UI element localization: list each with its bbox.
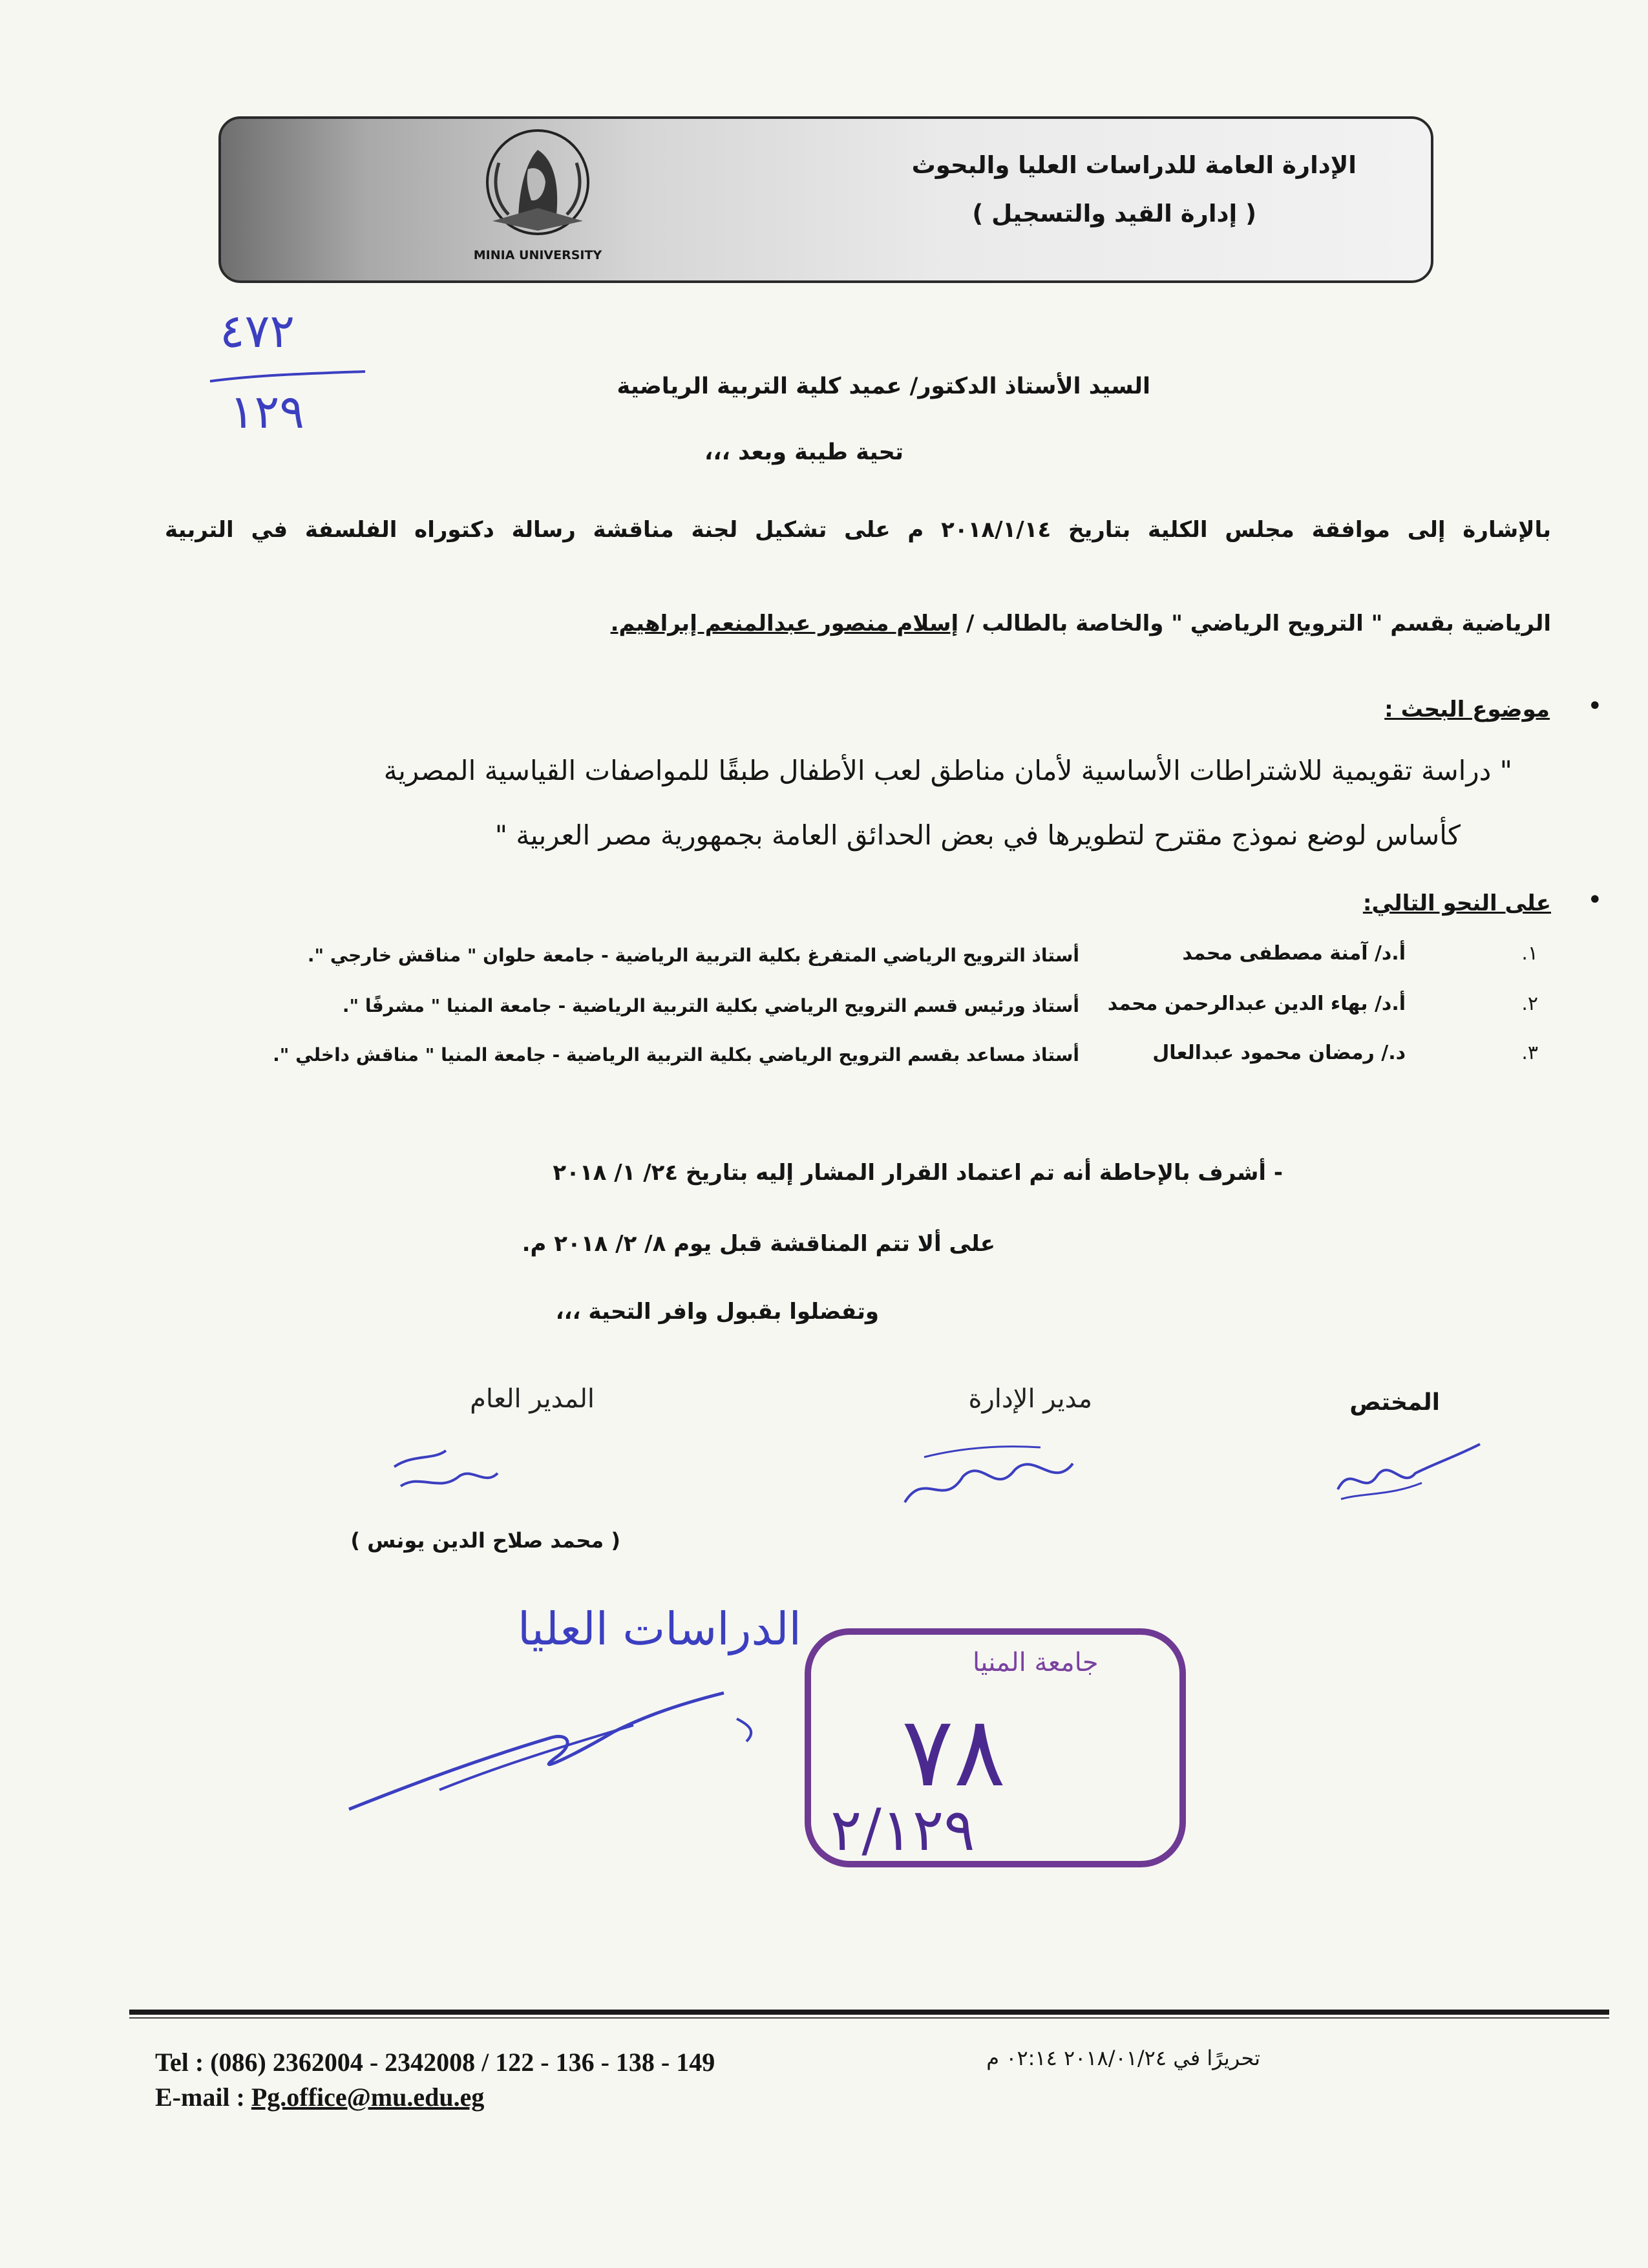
footer-email-row <box>155 2082 484 2112</box>
footer-divider <box>129 2010 1609 2015</box>
committee-member-name: د./ رمضان محمود عبدالعال <box>1152 1042 1406 1064</box>
bullet-icon: • <box>1587 691 1603 721</box>
committee-number: ١. <box>1521 942 1538 965</box>
department-title: الإدارة العامة للدراسات العليا والبحوث <box>911 151 1357 179</box>
student-name: إسلام منصور عبدالمنعم إبراهيم. <box>610 611 959 636</box>
topic-label: موضوع البحث : <box>1384 697 1550 722</box>
large-signature-icon <box>336 1680 788 1835</box>
signature-scribble-icon <box>388 1441 504 1506</box>
signature-scribble-icon <box>885 1431 1079 1522</box>
letterhead-box <box>218 116 1433 283</box>
bullet-icon: • <box>1587 885 1603 915</box>
paragraph-reference: بالإشارة إلى موافقة مجلس الكلية بتاريخ ٢٠١٨/١/١٤ م على تشكيل لجنة مناقشة رسالة دكتوراه الفلسفة في التربية <box>165 517 1552 543</box>
paragraph-student-prefix: الرياضية بقسم " الترويح الرياضي " والخاصة بالطالب / <box>966 611 1551 636</box>
committee-number: ٢. <box>1521 992 1538 1015</box>
paragraph-student <box>611 611 1551 636</box>
signature-title-manager: مدير الإدارة <box>968 1384 1092 1414</box>
logo-emblem-icon <box>473 124 602 247</box>
committee-member-name: أ.د/ بهاء الدين عبدالرحمن محمد <box>1107 992 1406 1015</box>
handwritten-note: الدراسات العليا <box>517 1602 801 1655</box>
discussion-date-notice: على ألا تتم المناقشة قبل يوم ٨/ ٢/ ٢٠١٨ م. <box>522 1231 995 1257</box>
stamp-number: ٧٨ <box>902 1696 1006 1809</box>
committee-number: ٣. <box>1521 1042 1538 1064</box>
footer-divider-thin <box>129 2017 1609 2019</box>
signature-scribble-icon <box>1325 1438 1486 1509</box>
closing-remark: وتفضلوا بقبول وافر التحية ،،، <box>555 1299 879 1325</box>
topic-line-1: " دراسة تقويمية للاشتراطات الأساسية لأمان مناطق لعب الأطفال طبقًا للمواصفات القياسية المصرية <box>383 755 1512 786</box>
footer-email-link[interactable]: Pg.office@mu.edu.eg <box>251 2083 485 2112</box>
handwritten-ref-top: ٤٧٢ <box>220 304 295 358</box>
committee-member-role: أستاذ مساعد بقسم الترويح الرياضي بكلية التربية الرياضية - جامعة المنيا " مناقش داخلي ". <box>273 1044 1079 1066</box>
addressee: السيد الأستاذ الدكتور/ عميد كلية التربية الرياضية <box>617 373 1150 399</box>
committee-member-name: أ.د/ آمنة مصطفى محمد <box>1182 942 1406 965</box>
committee-member-role: أستاذ الترويح الرياضي المتفرغ بكلية التربية الرياضية - جامعة حلوان " مناقش خارجي ". <box>307 945 1079 966</box>
footer-telephone: Tel : (086) 2362004 - 2342008 / 122 - 136 - 138 - 149 <box>155 2048 715 2077</box>
approval-notice: - أشرف بالإحاطة أنه تم اعتماد القرار المشار إليه بتاريخ ٢٤/ ١/ ٢٠١٨ <box>553 1160 1283 1186</box>
topic-line-2: كأساس لوضع نموذج مقترح لتطويرها في بعض الحدائق العامة بجمهورية مصر العربية " <box>494 819 1461 851</box>
department-subtitle: ( إدارة القيد والتسجيل ) <box>972 200 1256 227</box>
stamp-date: ٢/١٢٩ <box>830 1796 975 1864</box>
footer-issue-date: تحريرًا في ٢٠١٨/٠١/٢٤ ٠٢:١٤ م <box>986 2046 1260 2070</box>
signature-title-specialist: المختص <box>1349 1389 1440 1416</box>
footer-email-label: E-mail : <box>155 2083 245 2112</box>
committee-member-role: أستاذ ورئيس قسم الترويح الرياضي بكلية التربية الرياضية - جامعة المنيا " مشرفًا ". <box>342 995 1079 1016</box>
follows-label: على النحو التالي: <box>1362 890 1551 916</box>
handwritten-ref-bottom: ١٢٩ <box>229 384 305 439</box>
official-stamp <box>805 1628 1186 1867</box>
handwritten-reference <box>207 304 368 459</box>
greeting: تحية طيبة وبعد ،،، <box>704 439 903 465</box>
general-manager-name: ( محمد صلاح الدين يونس ) <box>350 1528 620 1553</box>
signature-title-general-manager: المدير العام <box>470 1384 595 1414</box>
logo-text: MINIA UNIVERSITY <box>473 248 602 262</box>
university-logo <box>473 124 602 276</box>
stamp-header: جامعة المنيا <box>973 1648 1099 1677</box>
